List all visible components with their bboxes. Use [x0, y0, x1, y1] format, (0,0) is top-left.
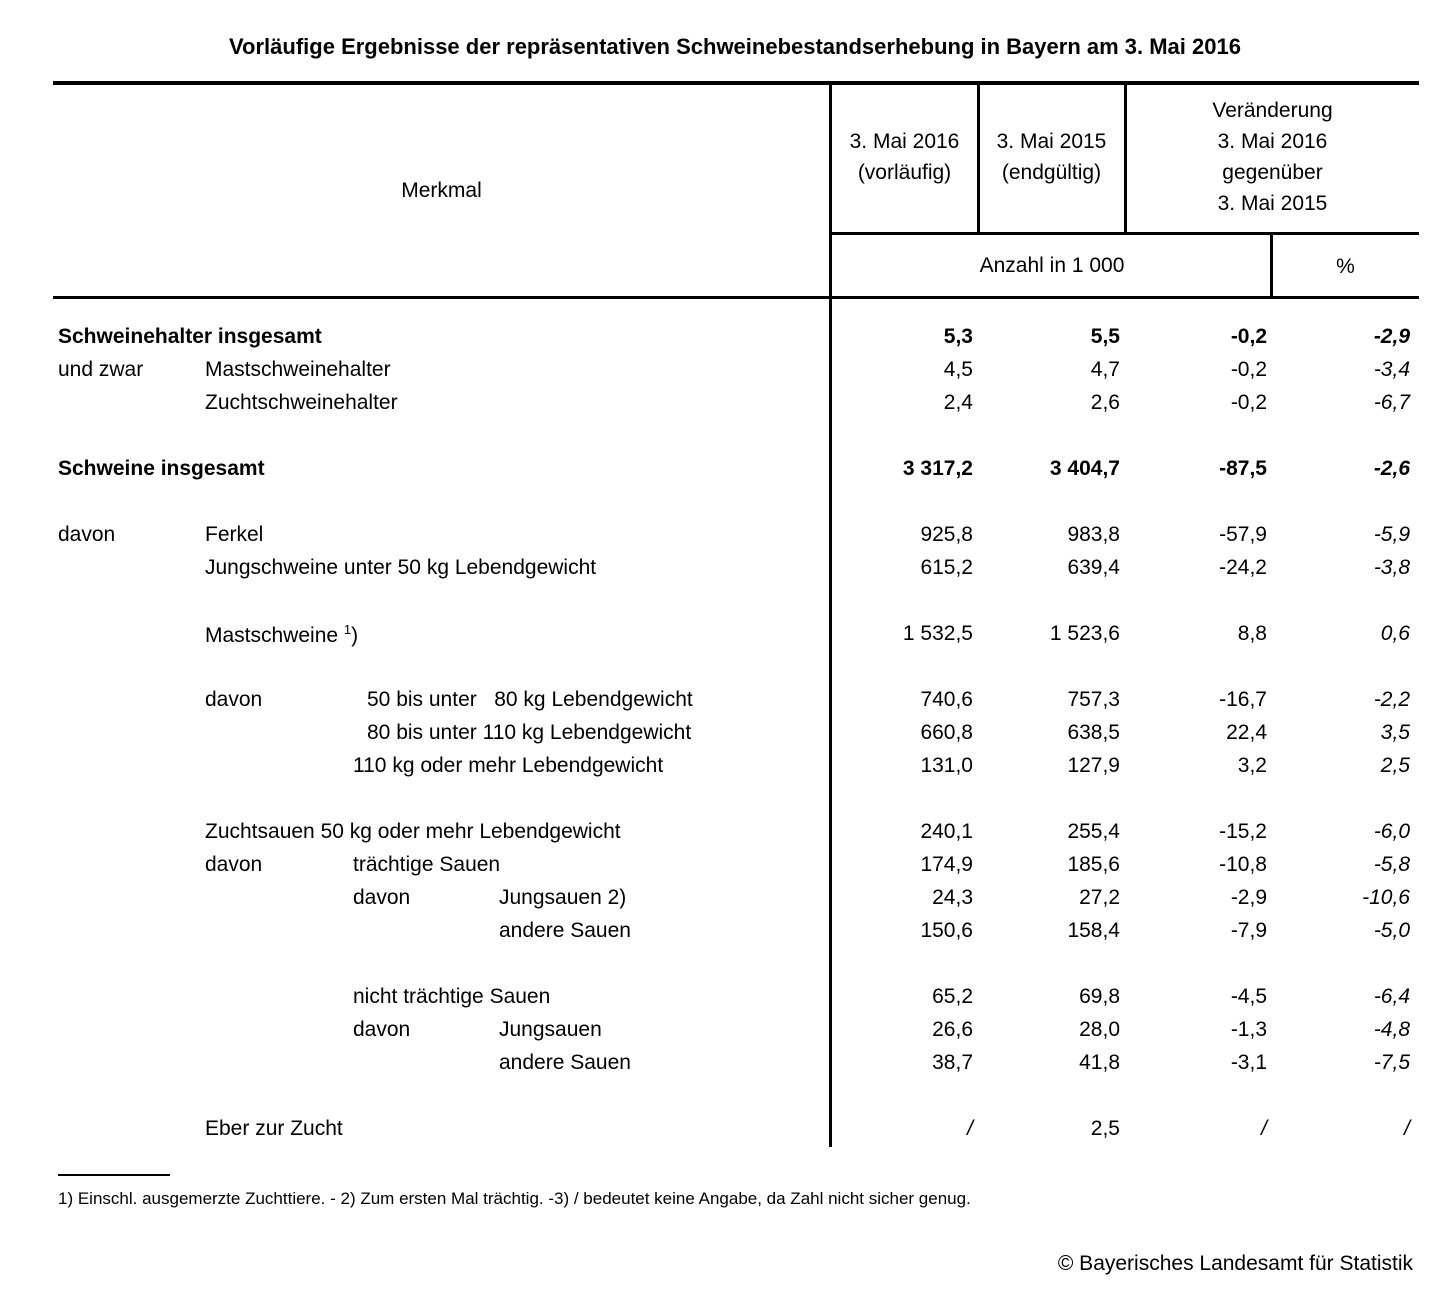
table-row	[0, 1117, 1451, 1150]
value-pct: -7,5	[1373, 1051, 1410, 1074]
value-diff: -24,2	[1219, 556, 1267, 579]
value-pct: -2,2	[1373, 688, 1410, 711]
row-label: andere Sauen	[499, 1051, 631, 1074]
value-pct: -5,8	[1373, 853, 1410, 876]
table-row	[0, 325, 1451, 358]
row-label: 80 bis unter 110 kg Lebendgewicht	[367, 721, 692, 744]
row-label	[205, 622, 358, 648]
value-pct: -5,9	[1373, 523, 1410, 546]
header-change-line: Veränderung	[1212, 99, 1333, 122]
table-row	[0, 457, 1451, 490]
value-diff: 3,2	[1237, 754, 1267, 777]
value-pct: 0,6	[1380, 622, 1410, 645]
value-pct: 3,5	[1380, 721, 1410, 744]
table-row	[0, 391, 1451, 424]
value-diff: -3,1	[1230, 1051, 1267, 1074]
value-2016: 925,8	[920, 523, 973, 546]
header-bottom-rule	[53, 296, 1419, 299]
value-2015: 3 404,7	[1049, 457, 1120, 480]
value-2015: 27,2	[1079, 886, 1120, 909]
row-prefix: davon	[205, 853, 263, 876]
value-2016: 2,4	[943, 391, 973, 414]
header-change	[1126, 95, 1419, 219]
value-diff: -57,9	[1219, 523, 1267, 546]
value-pct: -2,6	[1373, 457, 1410, 480]
value-2015: 127,9	[1067, 754, 1120, 777]
row-label: Schweine insgesamt	[58, 457, 265, 480]
row-label: Jungsauen	[499, 1018, 602, 1041]
value-pct: /	[1404, 1117, 1410, 1140]
row-label: Zuchtsauen 50 kg oder mehr Lebendgewicht	[205, 820, 621, 843]
row-prefix: davon	[353, 1018, 411, 1041]
table-row	[0, 523, 1451, 556]
row-label: Eber zur Zucht	[205, 1117, 343, 1140]
row-label: trächtige Sauen	[353, 853, 501, 876]
footnote-marker: 1	[343, 622, 352, 637]
value-diff: -2,9	[1230, 886, 1267, 909]
value-2016: 615,2	[920, 556, 973, 579]
row-label: andere Sauen	[499, 919, 631, 942]
value-pct: -3,8	[1373, 556, 1410, 579]
header-change-line: 3. Mai 2015	[1217, 192, 1328, 215]
row-label: Mastschweinehalter	[205, 358, 391, 381]
value-2015: 983,8	[1067, 523, 1120, 546]
row-prefix: davon	[205, 688, 263, 711]
header-merkmal: Merkmal	[401, 179, 482, 202]
value-diff: 22,4	[1226, 721, 1267, 744]
value-2015: 2,6	[1090, 391, 1120, 414]
value-2016: /	[967, 1117, 973, 1140]
value-2016: 5,3	[943, 325, 973, 348]
value-2015: 255,4	[1067, 820, 1120, 843]
value-diff: -1,3	[1230, 1018, 1267, 1041]
value-pct: -4,8	[1373, 1018, 1410, 1041]
top-rule	[53, 81, 1419, 85]
table-row	[0, 754, 1451, 787]
table-row	[0, 919, 1451, 952]
header-unit-count: Anzahl in 1 000	[979, 254, 1125, 277]
value-2016: 65,2	[932, 985, 973, 1008]
row-prefix: und zwar	[58, 358, 144, 381]
value-2016: 150,6	[920, 919, 973, 942]
value-2015: 185,6	[1067, 853, 1120, 876]
value-pct: -10,6	[1362, 886, 1410, 909]
row-label: 110 kg oder mehr Lebendgewicht	[353, 754, 664, 777]
row-label: Zuchtschweinehalter	[205, 391, 398, 414]
footnote-paren: )	[351, 624, 359, 647]
header-col-2015-status: (endgültig)	[1001, 161, 1102, 184]
value-2015: 638,5	[1067, 721, 1120, 744]
row-label: Jungsauen 2)	[499, 886, 627, 909]
row-prefix: davon	[58, 523, 116, 546]
value-pct: -6,4	[1373, 985, 1410, 1008]
value-pct: 2,5	[1380, 754, 1410, 777]
value-2016: 660,8	[920, 721, 973, 744]
table-row	[0, 1051, 1451, 1084]
value-pct: -6,0	[1373, 820, 1410, 843]
value-diff: -0,2	[1230, 358, 1267, 381]
value-2015: 28,0	[1079, 1018, 1120, 1041]
value-2015: 639,4	[1067, 556, 1120, 579]
value-2016: 1 532,5	[902, 622, 973, 645]
table-row	[0, 1018, 1451, 1051]
value-2016: 24,3	[932, 886, 973, 909]
header-change-line: 3. Mai 2016	[1217, 130, 1328, 153]
table-title: Vorläufige Ergebnisse der repräsentativen Schweinebestandserhebung in Bayern am 3. Mai 2016	[229, 34, 1241, 59]
value-pct: -5,0	[1373, 919, 1410, 942]
value-2016: 26,6	[932, 1018, 973, 1041]
header-col-2016-status: (vorläufig)	[857, 161, 952, 184]
row-prefix: davon	[353, 886, 411, 909]
table-row	[0, 985, 1451, 1018]
value-2015: 4,7	[1090, 358, 1120, 381]
value-diff: -0,2	[1230, 391, 1267, 414]
row-label: nicht trächtige Sauen	[353, 985, 551, 1008]
value-diff: -4,5	[1230, 985, 1267, 1008]
footnote-divider	[58, 1174, 170, 1176]
header-col-2015-date: 3. Mai 2015	[996, 130, 1107, 153]
value-2016: 240,1	[920, 820, 973, 843]
row-label: Schweinehalter insgesamt	[58, 325, 322, 348]
value-diff: -10,8	[1219, 853, 1267, 876]
value-2016: 4,5	[943, 358, 973, 381]
table-row	[0, 886, 1451, 919]
footnote: 1) Einschl. ausgemerzte Zuchttiere. - 2) Zum ersten Mal trächtig. -3) / bedeutet keine Angabe, da Zahl nicht sicher genug.	[58, 1189, 971, 1208]
value-pct: -6,7	[1373, 391, 1410, 414]
value-diff: -15,2	[1219, 820, 1267, 843]
table-row	[0, 721, 1451, 754]
row-label-text: Mastschweine	[205, 624, 339, 647]
table-row	[0, 853, 1451, 886]
table-row	[0, 622, 1451, 655]
value-diff: 8,8	[1237, 622, 1267, 645]
value-2015: 5,5	[1090, 325, 1120, 348]
value-2015: 69,8	[1079, 985, 1120, 1008]
value-diff: -0,2	[1230, 325, 1267, 348]
value-diff: -7,9	[1230, 919, 1267, 942]
header-col-2016	[832, 126, 977, 188]
value-2016: 131,0	[920, 754, 973, 777]
value-pct: -2,9	[1373, 325, 1410, 348]
value-pct: -3,4	[1373, 358, 1410, 381]
value-diff: /	[1261, 1117, 1267, 1140]
value-2016: 3 317,2	[902, 457, 973, 480]
row-label: 50 bis unter 80 kg Lebendgewicht	[367, 688, 693, 711]
header-col-2016-date: 3. Mai 2016	[849, 130, 960, 153]
table-row	[0, 820, 1451, 853]
value-2016: 740,6	[920, 688, 973, 711]
value-2015: 757,3	[1067, 688, 1120, 711]
value-2015: 1 523,6	[1049, 622, 1120, 645]
value-diff: -16,7	[1219, 688, 1267, 711]
table-row	[0, 688, 1451, 721]
value-2015: 41,8	[1079, 1051, 1120, 1074]
table-row	[0, 358, 1451, 391]
value-diff: -87,5	[1219, 457, 1267, 480]
row-label: Jungschweine unter 50 kg Lebendgewicht	[205, 556, 597, 579]
table-row	[0, 556, 1451, 589]
copyright: © Bayerisches Landesamt für Statistik	[1057, 1252, 1413, 1275]
value-2016: 174,9	[920, 853, 973, 876]
row-label: Ferkel	[205, 523, 264, 546]
header-change-line: gegenüber	[1222, 161, 1323, 184]
value-2015: 2,5	[1090, 1117, 1120, 1140]
value-2015: 158,4	[1067, 919, 1120, 942]
header-unit-pct: %	[1336, 255, 1355, 278]
value-2016: 38,7	[932, 1051, 973, 1074]
header-col-2015	[979, 126, 1124, 188]
